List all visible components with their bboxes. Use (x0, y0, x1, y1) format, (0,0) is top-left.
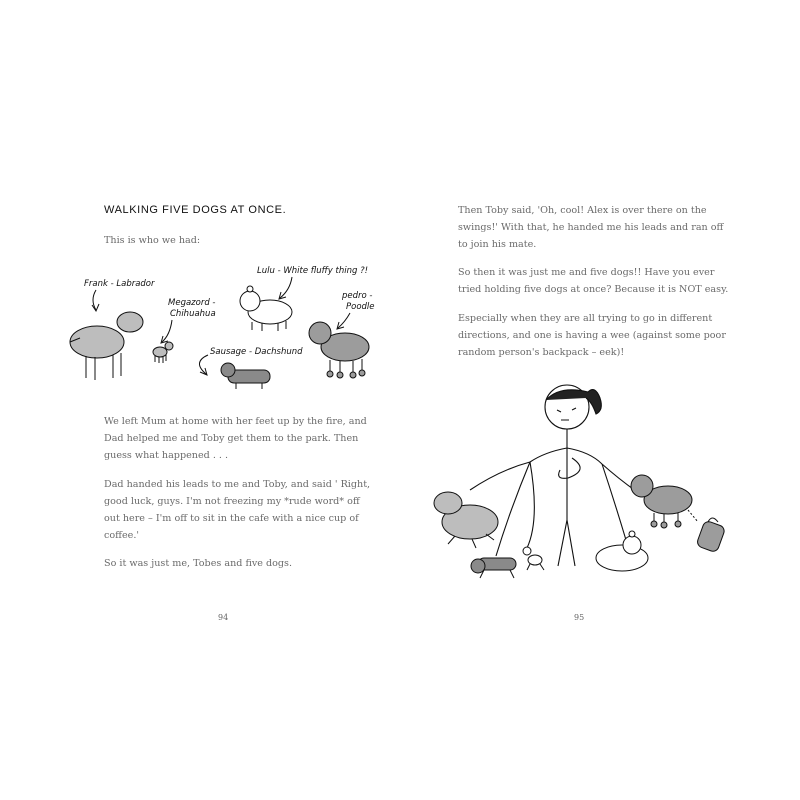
lead-1 (470, 462, 530, 490)
paragraph-5: So then it was just me and five dogs!! Have you ever tried holding five dogs at once? Because it is NOT easy. (458, 267, 729, 295)
paragraph-2: Dad handed his leads to me and Toby, and said ' Right, good luck, guys. I'm not freezing my *rude word* off out here – I'm off to sit in the cafe with a nice cup of coffee.' (104, 479, 371, 541)
right-page (400, 0, 800, 800)
intro-text: This is who we had: (104, 235, 201, 246)
lead-4 (602, 464, 626, 540)
pedro-dog-weeing (631, 475, 698, 528)
dogs-illustration (0, 0, 400, 400)
label-pedro: pedro - (342, 291, 373, 301)
label-lulu: Lulu - White fluffy thing ?! (257, 266, 368, 276)
sausage-dog-running (471, 558, 516, 578)
paragraph-6: Especially when they are all trying to go in different directions, and one is having a wee (against some poor random person's backpack – eek)! (458, 313, 726, 358)
lead-2 (496, 462, 530, 556)
lead-3 (527, 462, 534, 548)
lulu-dog (240, 286, 292, 331)
lulu-dog-running (596, 531, 648, 571)
frank-dog-running (434, 492, 498, 548)
pedro-dog (309, 322, 369, 378)
girl-figure (530, 385, 602, 566)
paragraph-1: We left Mum at home with her feet up by the fire, and Dad helped me and Toby get them to the park. Then guess what happened . . . (104, 416, 367, 461)
megazord-dog (153, 342, 173, 363)
girl-walking-dogs-illustration (400, 0, 800, 400)
label-megazord: Megazord - (168, 298, 216, 308)
frank-dog (70, 312, 143, 380)
label-megazord-breed: Chihuahua (170, 309, 216, 319)
chapter-heading: WALKING FIVE DOGS AT ONCE. (104, 204, 287, 216)
paragraph-3: So it was just me, Tobes and five dogs. (104, 558, 293, 569)
backpack (696, 518, 726, 553)
label-frank: Frank - Labrador (84, 279, 155, 289)
megazord-dog-running (523, 547, 544, 570)
sausage-dog (221, 363, 270, 389)
label-pedro-breed: Poodle (346, 302, 375, 312)
page-number-right: 95 (574, 613, 585, 622)
paragraph-4: Then Toby said, 'Oh, cool! Alex is over there on the swings!' With that, he handed me his leads and ran off to join his mate. (458, 205, 724, 250)
page-number-left: 94 (218, 613, 229, 622)
label-sausage: Sausage - Dachshund (210, 347, 303, 357)
